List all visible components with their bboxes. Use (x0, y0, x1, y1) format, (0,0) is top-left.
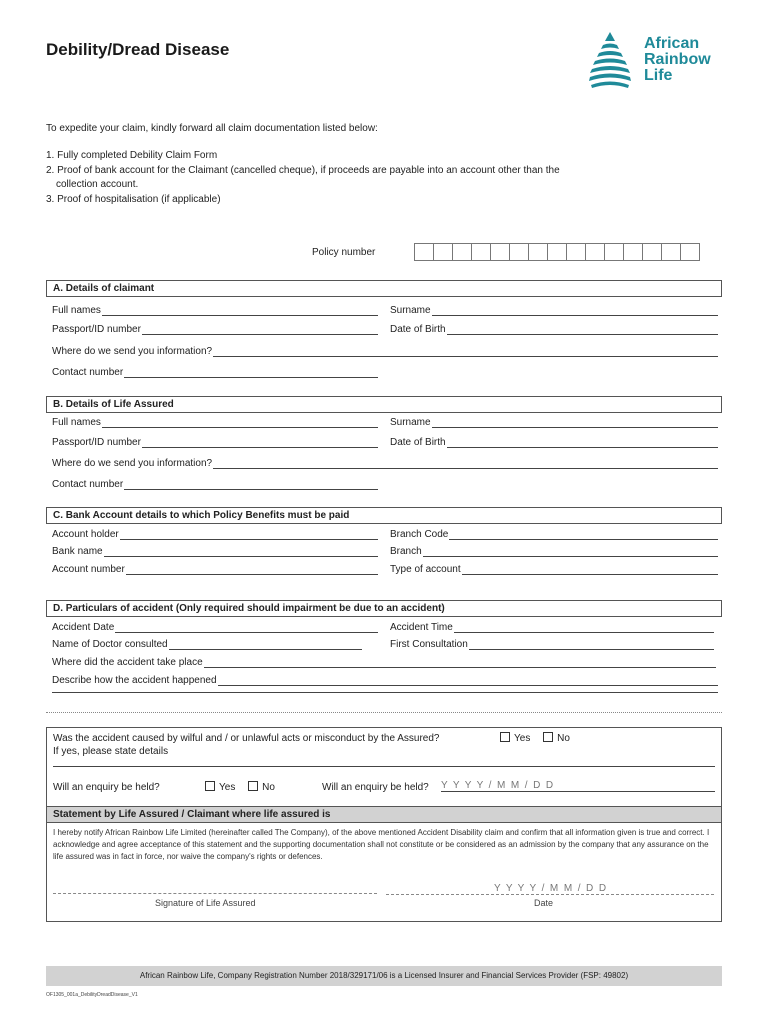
document-item-1: 1. Fully completed Debility Claim Form (46, 150, 218, 161)
claimant-full-names-field[interactable] (52, 305, 378, 316)
accident-time-field[interactable] (390, 622, 714, 633)
no-label: No (557, 733, 570, 744)
section-c-header: C. Bank Account details to which Policy Benefits must be paid (46, 507, 722, 524)
policy-digit-box[interactable] (566, 243, 586, 261)
policy-number-input[interactable] (415, 243, 700, 261)
field-label: Branch Code (390, 529, 449, 540)
field-label: Passport/ID number (52, 437, 141, 448)
field-label: Accident Date (52, 622, 115, 633)
section-d-header: D. Particulars of accident (Only required should impairment be due to an accident) (46, 600, 722, 617)
branch-code-field[interactable] (390, 529, 718, 540)
enquiry-yes-checkbox[interactable] (205, 781, 215, 791)
details-line[interactable] (53, 766, 715, 767)
policy-digit-box[interactable] (585, 243, 605, 261)
field-label: Account holder (52, 529, 119, 540)
enquiry-no-checkbox[interactable] (248, 781, 258, 791)
field-label: Accident Time (390, 622, 453, 633)
accident-description-line-2[interactable] (52, 692, 718, 693)
field-label: Passport/ID number (52, 324, 141, 335)
field-label: Type of account (390, 564, 461, 575)
policy-digit-box[interactable] (623, 243, 643, 261)
statement-text: I hereby notify African Rainbow Life Limited (hereinafter called The Company), of the above mentioned Accident Disability claim and confirm that all information given is true and correct. I acknowledge and agree acceptance of this statement and the supporting documentation shall not constitute or be considered as an admission by the company that any assurance on the life assured was in fact in force, nor waive the company's rights or defences. (53, 828, 710, 861)
document-item-2-continued: collection account. (56, 179, 139, 190)
policy-digit-box[interactable] (547, 243, 567, 261)
assured-dob-field[interactable] (390, 437, 718, 448)
field-label: Name of Doctor consulted (52, 639, 168, 650)
section-a-header: A. Details of claimant (46, 280, 722, 297)
field-label: Bank name (52, 546, 103, 557)
document-item-2: 2. Proof of bank account for the Claimant (cancelled cheque), if proceeds are payable into an account other than the (46, 164, 560, 176)
account-holder-field[interactable] (52, 529, 378, 540)
wilful-question: Was the accident caused by wilful and / or unlawful acts or misconduct by the Assured? (53, 733, 440, 744)
policy-digit-box[interactable] (680, 243, 700, 261)
first-consultation-field[interactable] (390, 639, 714, 650)
field-label: First Consultation (390, 639, 468, 650)
branch-field[interactable] (390, 546, 718, 557)
policy-digit-box[interactable] (528, 243, 548, 261)
policy-digit-box[interactable] (642, 243, 662, 261)
field-label: Date of Birth (390, 437, 446, 448)
policy-digit-box[interactable] (509, 243, 529, 261)
assured-address-field[interactable] (52, 458, 718, 469)
field-label: Contact number (52, 479, 124, 490)
assured-contact-field[interactable] (52, 479, 378, 490)
policy-digit-box[interactable] (414, 243, 434, 261)
accident-location-field[interactable] (52, 657, 716, 668)
section-b-header: B. Details of Life Assured (46, 396, 722, 413)
wilful-yes-checkbox[interactable] (500, 732, 510, 742)
enquiry-question: Will an enquiry be held? (53, 782, 160, 793)
if-yes-label: If yes, please state details (53, 746, 169, 757)
doctor-name-field[interactable] (52, 639, 362, 650)
policy-digit-box[interactable] (604, 243, 624, 261)
claimant-passport-field[interactable] (52, 324, 378, 335)
policy-digit-box[interactable] (661, 243, 681, 261)
enquiry-date-label: Will an enquiry be held? (322, 782, 429, 793)
form-reference: OF1305_001a_DebilityDreadDisease_V1 (46, 992, 138, 998)
brand-line-1: African (644, 35, 700, 52)
field-label: Surname (390, 305, 431, 316)
page-title: Debility/Dread Disease (46, 40, 230, 59)
assured-passport-field[interactable] (52, 437, 378, 448)
document-list (46, 149, 626, 207)
yes-label: Yes (219, 782, 236, 793)
field-label: Branch (390, 546, 422, 557)
no-label: No (262, 782, 275, 793)
assured-surname-field[interactable] (390, 417, 718, 428)
date-label: Date (534, 898, 554, 908)
field-label: Where do we send you information? (52, 346, 213, 357)
wilful-no-checkbox[interactable] (543, 732, 553, 742)
account-number-field[interactable] (52, 564, 378, 575)
field-label: Date of Birth (390, 324, 446, 335)
field-label: Describe how the accident happened (52, 675, 217, 686)
field-label: Where do we send you information? (52, 458, 213, 469)
section-divider (46, 712, 722, 713)
signature-line[interactable] (53, 893, 377, 894)
enquiry-answer-group (205, 781, 275, 793)
policy-digit-box[interactable] (471, 243, 491, 261)
policy-digit-box[interactable] (490, 243, 510, 261)
rainbow-stripes-icon (588, 30, 632, 92)
claimant-contact-field[interactable] (52, 367, 378, 378)
statement-header: Statement by Life Assured / Claimant where life assured is (46, 806, 722, 823)
bank-name-field[interactable] (52, 546, 378, 557)
claimant-address-field[interactable] (52, 346, 718, 357)
account-type-field[interactable] (390, 564, 718, 575)
field-label: Account number (52, 564, 125, 575)
field-label: Contact number (52, 367, 124, 378)
wilful-answer-group (500, 732, 570, 744)
brand-line-3: Life (644, 67, 673, 84)
claimant-dob-field[interactable] (390, 324, 718, 335)
field-label: Full names (52, 305, 101, 316)
assured-full-names-field[interactable] (52, 417, 378, 428)
signature-label: Signature of Life Assured (155, 898, 256, 908)
field-label: Full names (52, 417, 101, 428)
policy-digit-box[interactable] (433, 243, 453, 261)
intro-text: To expedite your claim, kindly forward all claim documentation listed below: (46, 123, 378, 134)
policy-number-label: Policy number (312, 247, 376, 258)
brand-line-2: Rainbow (644, 51, 711, 68)
statement-date-input[interactable]: Y Y Y Y / M M / D D (386, 883, 714, 895)
accident-date-field[interactable] (52, 622, 378, 633)
footer-bar: African Rainbow Life, Company Registration Number 2018/329171/06 is a Licensed Insurer and Financial Services Provider (FSP: 49802) (46, 966, 722, 986)
enquiry-date-input[interactable]: Y Y Y Y / M M / D D (441, 780, 715, 792)
accident-description-field[interactable] (52, 675, 718, 686)
policy-digit-box[interactable] (452, 243, 472, 261)
document-item-3: 3. Proof of hospitalisation (if applicable) (46, 193, 221, 205)
yes-label: Yes (514, 733, 531, 744)
claimant-surname-field[interactable] (390, 305, 718, 316)
company-logo (588, 30, 738, 92)
field-label: Where did the accident take place (52, 657, 203, 668)
field-label: Surname (390, 417, 431, 428)
